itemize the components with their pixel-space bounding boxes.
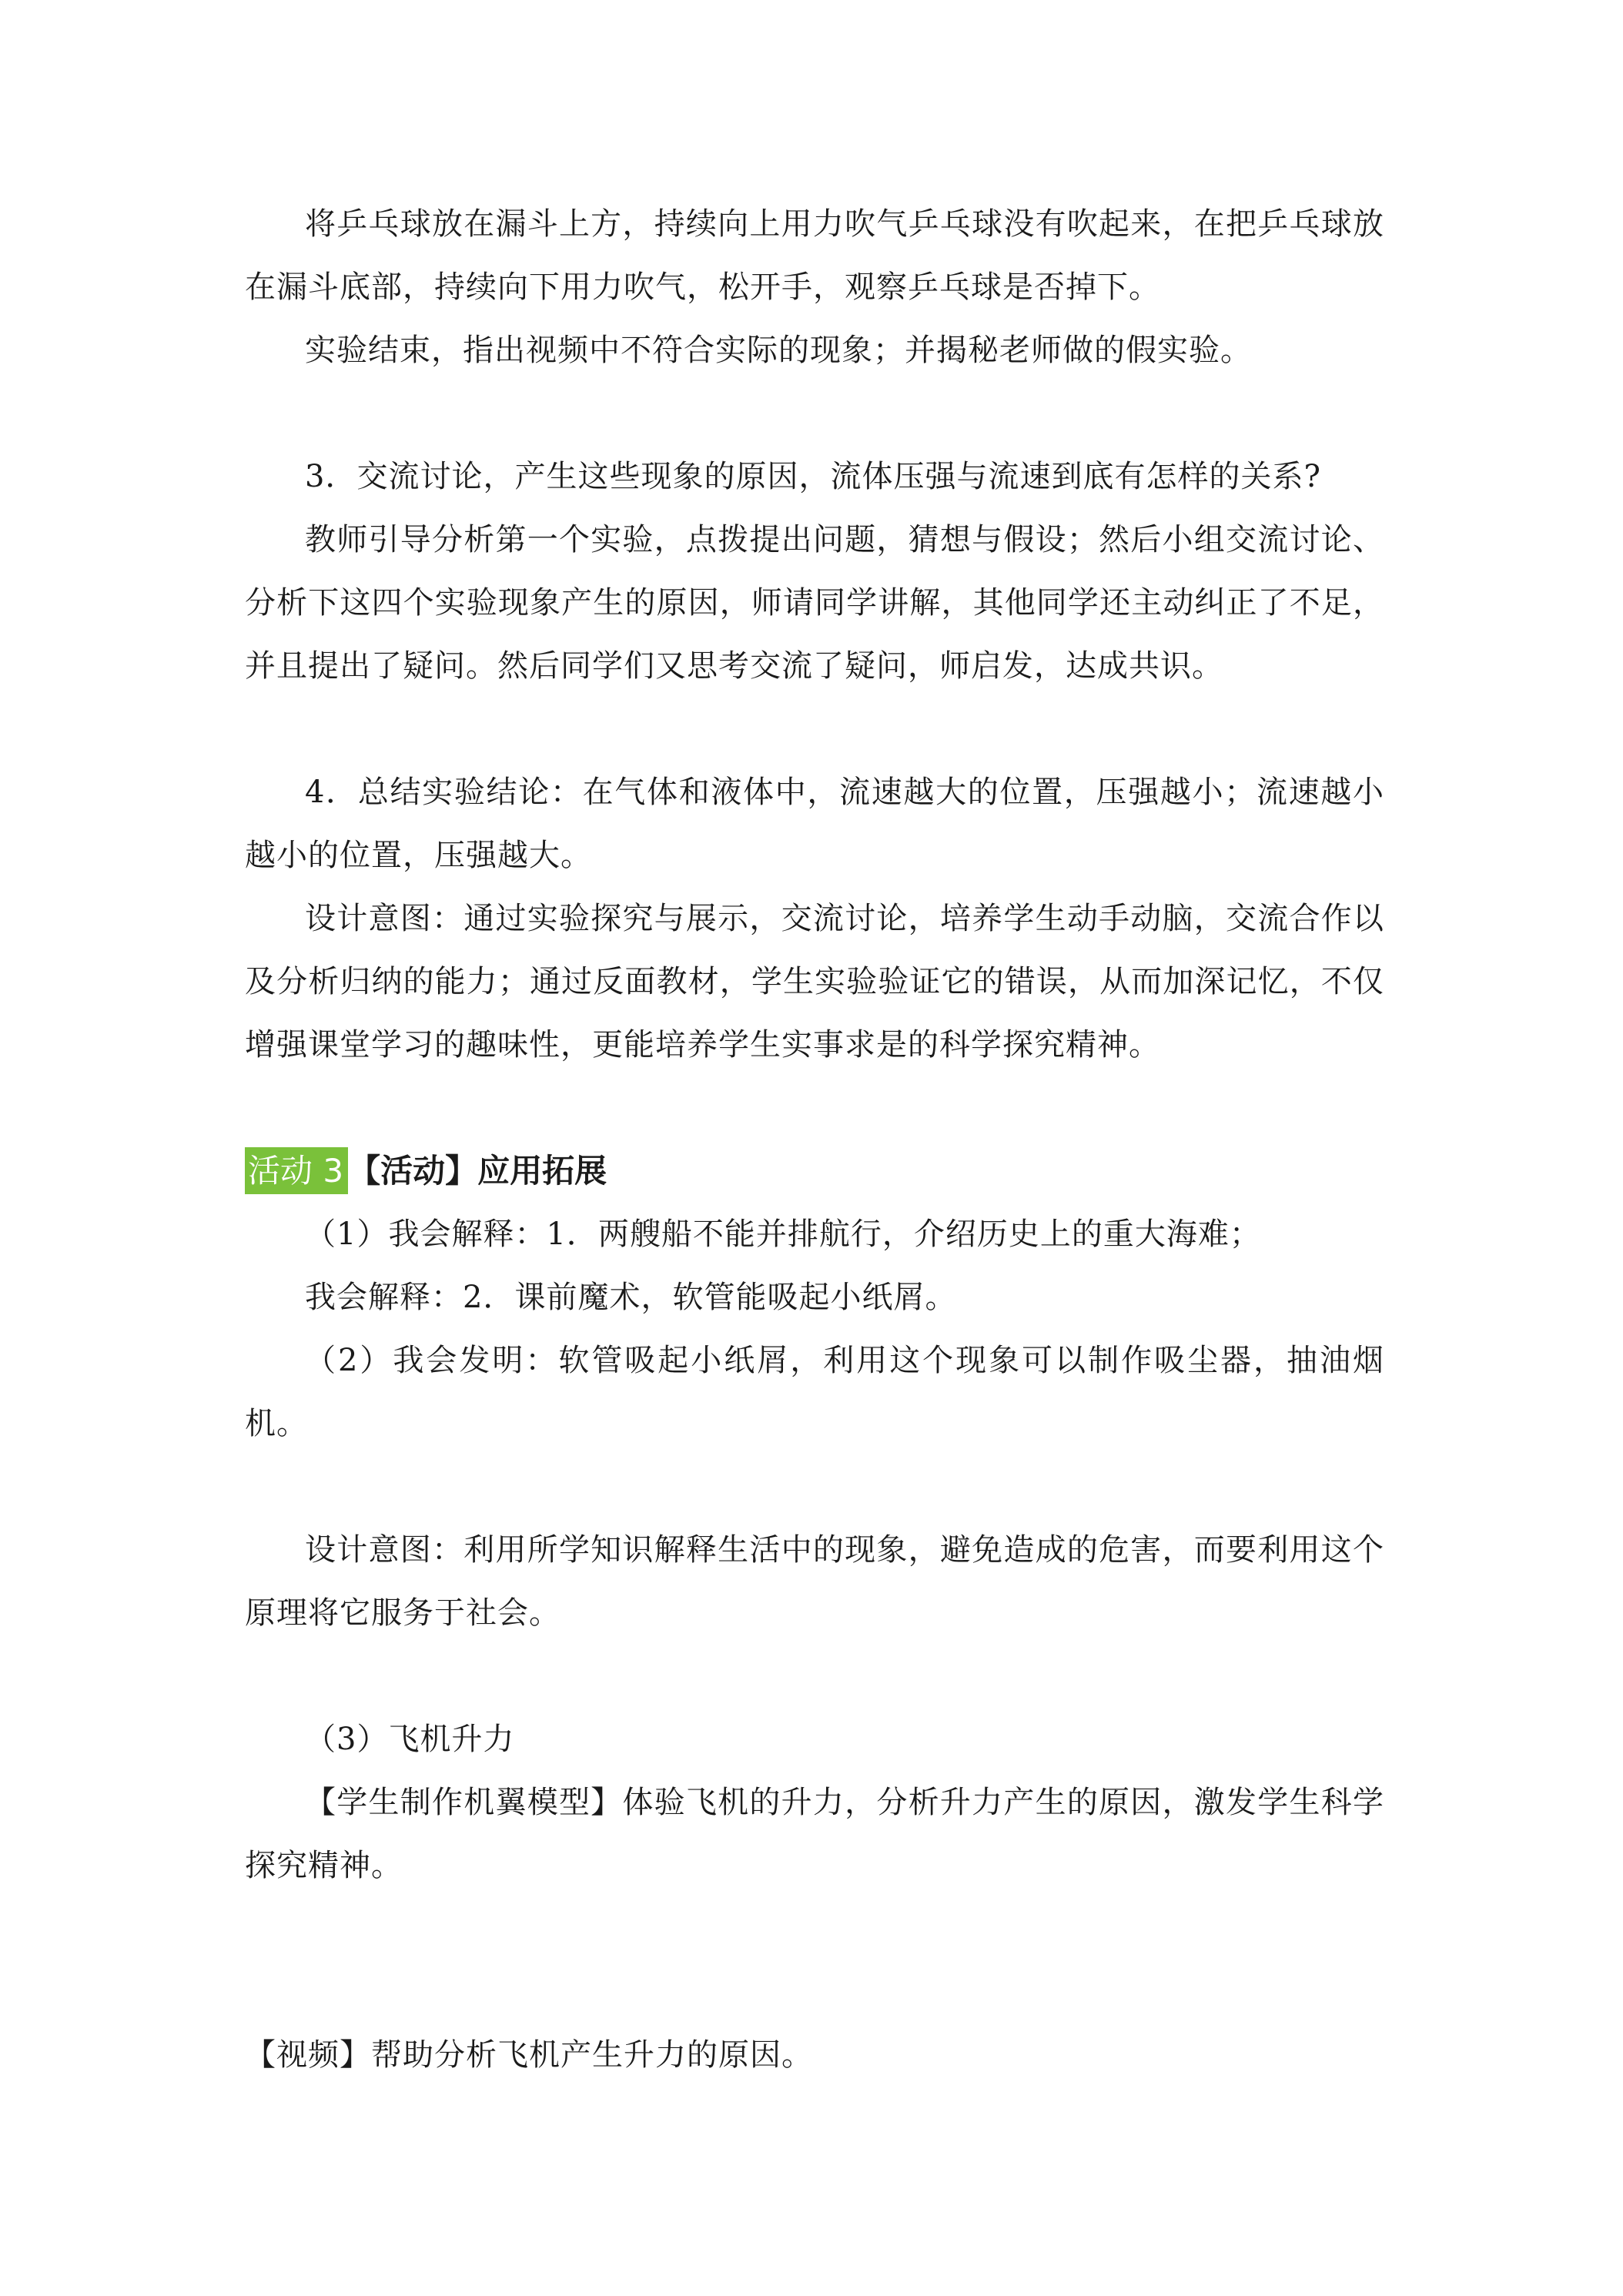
item-wing-model: 【学生制作机翼模型】体验飞机的升力，分析升力产生的原因，激发学生科学探究精神。 xyxy=(245,1785,1384,1883)
paragraph-discussion-heading: 3．交流讨论，产生这些现象的原因，流体压强与流速到底有怎样的关系? xyxy=(305,459,1321,494)
item-explain-magic: 我会解释：2．课前魔术，软管能吸起小纸屑。 xyxy=(305,1280,957,1315)
activity-heading xyxy=(245,1140,1384,1203)
spacer xyxy=(245,1076,1384,1140)
spacer xyxy=(245,1897,1384,2023)
spacer xyxy=(245,1455,1384,1518)
paragraph-conclusion: 4．总结实验结论：在气体和液体中，流速越大的位置，压强越小；流速越小越小的位置，压强越大。 xyxy=(245,775,1384,873)
activity-title: 【活动】应用拓展 xyxy=(348,1152,607,1190)
activity-tag: 活动 3 xyxy=(245,1147,348,1194)
item-airplane-lift: （3）飞机升力 xyxy=(305,1722,515,1757)
item-explain-ships: （1）我会解释：1．两艘船不能并排航行，介绍历史上的重大海难； xyxy=(305,1217,1261,1252)
item-design-intent: 设计意图：利用所学知识解释生活中的现象，避免造成的危害，而要利用这个原理将它服务于社会。 xyxy=(245,1532,1384,1631)
paragraph-teacher-guidance: 教师引导分析第一个实验，点拨提出问题，猜想与假设；然后小组交流讨论、分析下这四个实验现象产生的原因，师请同学讲解，其他同学还主动纠正了不足，并且提出了疑问。然后同学们又思考交流了疑问，师启发，达成共识。 xyxy=(245,522,1384,684)
spacer xyxy=(245,698,1384,761)
document-body xyxy=(245,192,1384,2087)
item-invent: （2）我会发明：软管吸起小纸屑，利用这个现象可以制作吸尘器，抽油烟机。 xyxy=(245,1343,1384,1441)
paragraph-experiment-steps: 将乒乓球放在漏斗上方，持续向上用力吹气乒乓球没有吹起来，在把乒乓球放在漏斗底部，持续向下用力吹气，松开手，观察乒乓球是否掉下。 xyxy=(245,206,1384,305)
spacer xyxy=(245,382,1384,445)
item-video: 【视频】帮助分析飞机产生升力的原因。 xyxy=(245,2037,813,2073)
paragraph-experiment-end: 实验结束，指出视频中不符合实际的现象；并揭秘老师做的假实验。 xyxy=(305,333,1252,368)
spacer xyxy=(245,1645,1384,1708)
paragraph-design-intent: 设计意图：通过实验探究与展示，交流讨论，培养学生动手动脑，交流合作以及分析归纳的能力；通过反面教材，学生实验验证它的错误，从而加深记忆，不仅增强课堂学习的趣味性，更能培养学生实事求是的科学探究精神。 xyxy=(245,901,1384,1063)
